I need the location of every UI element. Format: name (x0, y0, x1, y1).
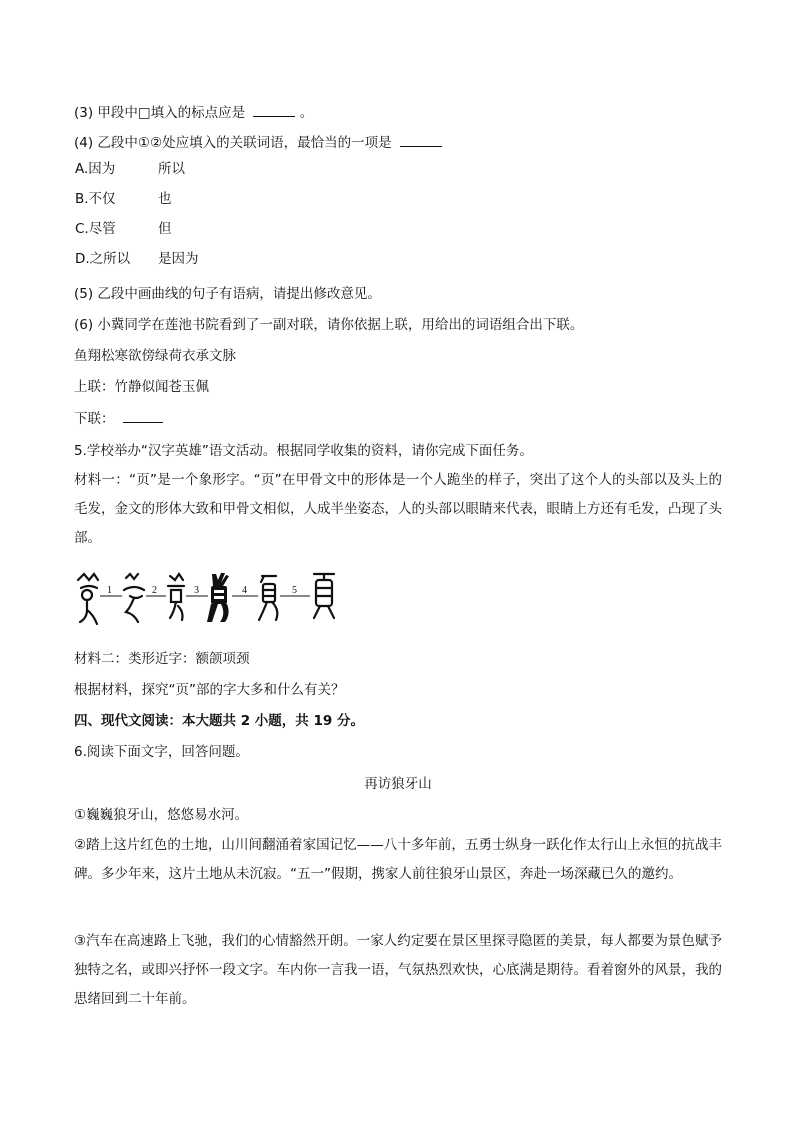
article-title: 再访狼牙山 (364, 776, 432, 792)
option-c-second: 但 (158, 221, 172, 237)
step-2-label: 2 (152, 585, 157, 596)
step-1-label: 1 (107, 585, 112, 596)
step-4-label: 4 (242, 585, 247, 596)
oracle-glyph-2 (124, 574, 144, 622)
question-4-text: (4) 乙段中①②处应填入的关联词语，最恰当的一项是 (74, 135, 392, 151)
couplet-words: 鱼翔松寒欲傍绿荷衣承文脉 (74, 348, 236, 364)
option-b: B.不仅 (75, 191, 116, 207)
section-4-heading: 四、现代文阅读：本大题共 2 小题，共 19 分。 (74, 713, 364, 729)
question-3-text: (3) 甲段中□填入的标点应是 (74, 105, 246, 121)
article-paragraph-3: ③汽车在高速路上飞驰，我们的心情豁然开朗。一家人约定要在景区里探寻隐匿的美景，每人都要为景色赋予独特之名，或即兴抒怀一段文字。车内你一言我一语，气氛热烈欢快，心底满是期待。看着窗外的风景，我的思绪回到二十年前。 (74, 933, 722, 1007)
question-6: (6) 小冀同学在莲池书院看到了一副对联，请你依据上联，用给出的词语组合出下联。 (74, 317, 584, 333)
option-d-second: 是因为 (158, 251, 199, 267)
option-d: D.之所以 (75, 251, 131, 267)
oracle-glyph-3 (168, 574, 184, 620)
couplet-lower-label: 下联： (74, 411, 115, 427)
article-paragraph-2: ②踏上这片红色的土地，山川间翻涌着家国记忆——八十多年前，五勇士纵身一跃化作太行山上永恒的抗战丰碑。多少年来，这片土地从未沉寂。“五一”假期，携家人前往狼牙山景区，奔赴一场深藏已久的邀约。 (74, 837, 722, 882)
seal-glyph (259, 576, 277, 620)
glyph-evolution-image (74, 566, 344, 630)
material-2: 材料二：类形近字：额颌项颈 (74, 651, 250, 667)
step-5-label: 5 (292, 585, 297, 596)
couplet-lower (74, 409, 163, 429)
question5-task: 根据材料，探究“页”部的字大多和什么有关？ (74, 682, 345, 698)
option-c: C.尽管 (75, 221, 116, 237)
article-paragraph-1: ①巍巍狼牙山，悠悠易水河。 (74, 807, 249, 823)
bronze-glyph (207, 573, 229, 622)
option-b-second: 也 (158, 191, 172, 207)
question5-intro: 5.学校举办“汉字英雄”语文活动。根据同学收集的资料，请你完成下面任务。 (74, 443, 533, 459)
couplet-upper: 上联：竹静似闻苍玉佩 (74, 379, 209, 395)
glyph-evolution-figure (74, 566, 344, 630)
answer-blank (400, 145, 442, 147)
question6-intro: 6.阅读下面文字，回答问题。 (74, 744, 249, 760)
answer-blank (253, 115, 295, 117)
question-4 (74, 133, 442, 153)
option-a-second: 所以 (158, 161, 185, 177)
oracle-glyph-1 (78, 574, 98, 624)
option-a: A.因为 (75, 161, 116, 177)
question-5: (5) 乙段中画曲线的句子有语病，请提出修改意见。 (74, 286, 381, 302)
clerical-glyph (314, 574, 334, 618)
question-3 (74, 103, 313, 123)
question-3-suffix: 。 (299, 105, 314, 121)
material-1: 材料一：“页”是一个象形字。“页”在甲骨文中的形体是一个人跪坐的样子，突出了这个人的头部以及头上的毛发，金文的形体大致和甲骨文相似，人成半坐姿态，人的头部以眼睛来代表，眼睛上方还有毛发，凸现了头部。 (74, 472, 722, 546)
answer-blank (123, 421, 163, 423)
step-3-label: 3 (194, 585, 199, 596)
